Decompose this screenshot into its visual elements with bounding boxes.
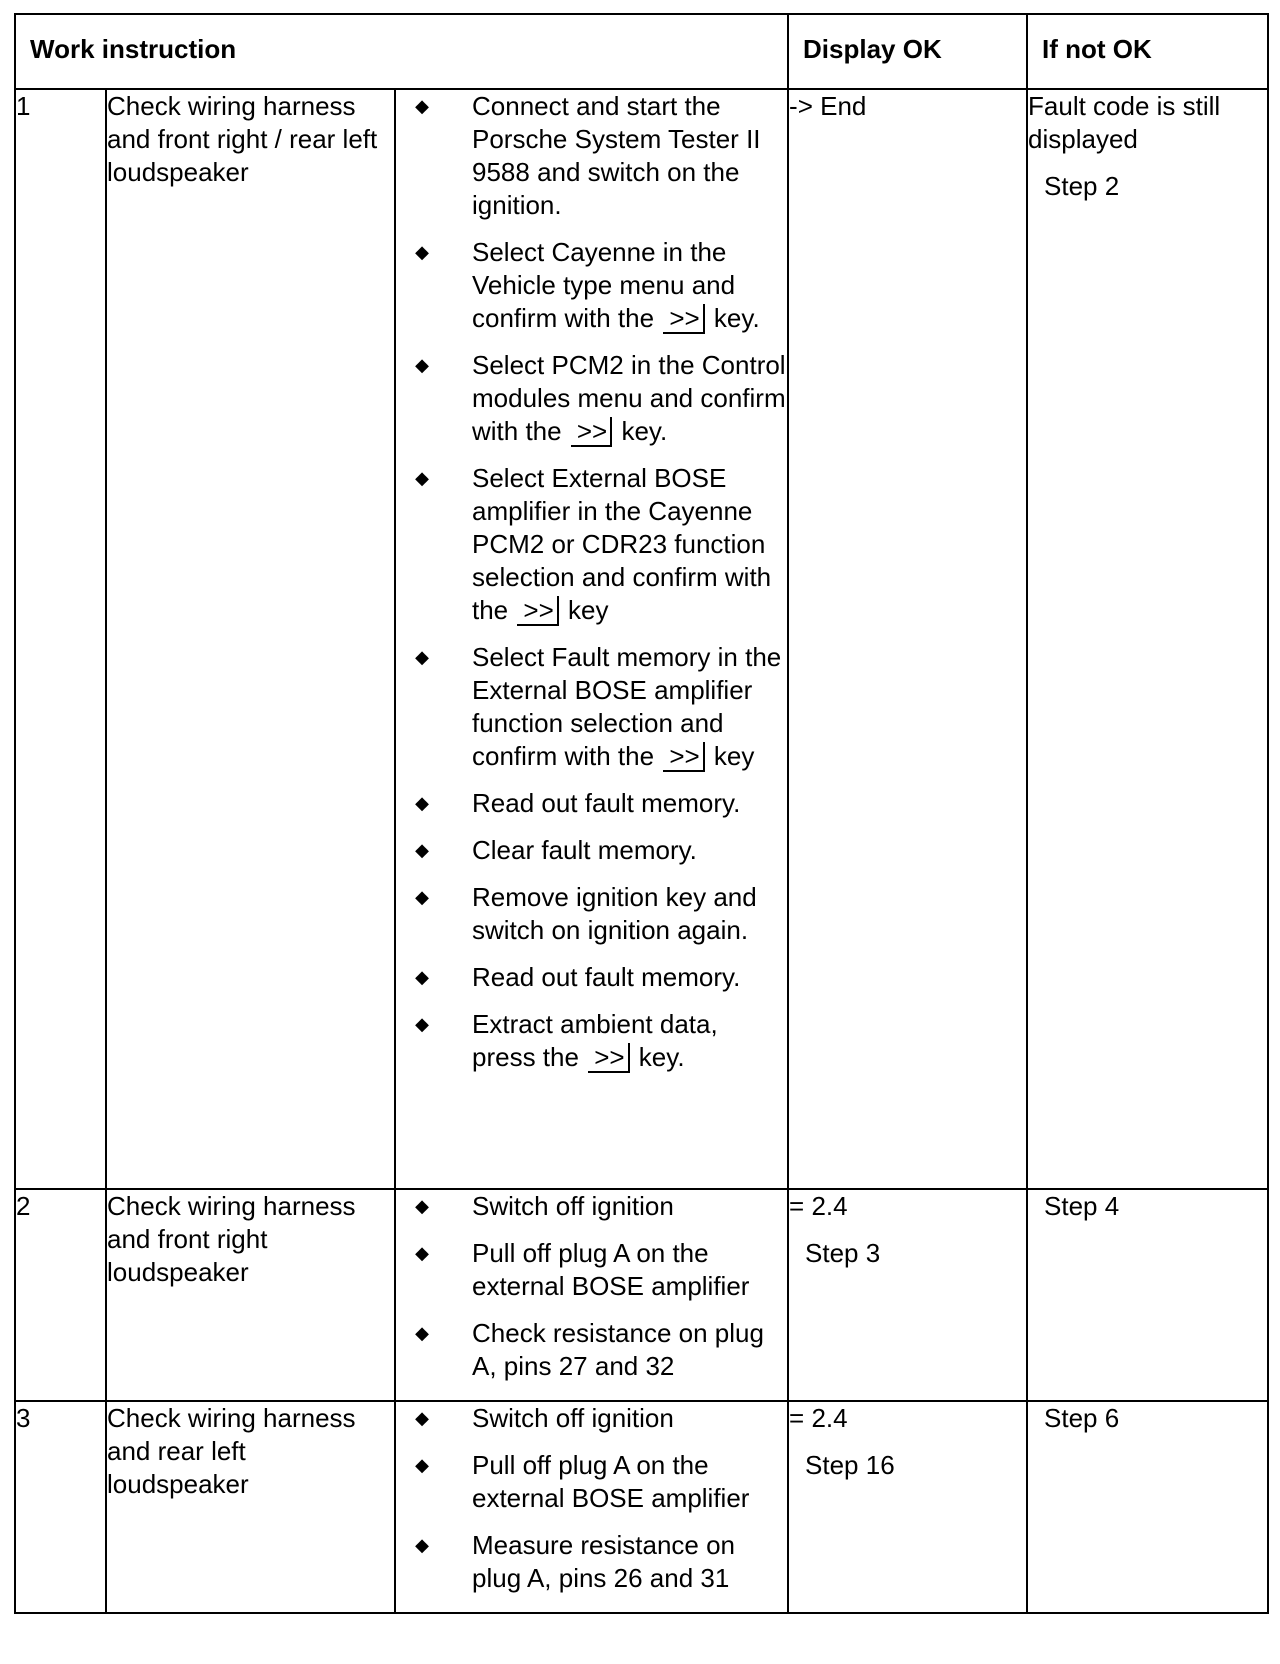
forward-key-icon: >> — [588, 1043, 629, 1073]
action-text: Clear fault memory. — [472, 835, 697, 865]
step-description: Check wiring harness and front right loudspeaker — [106, 1189, 395, 1401]
action-text: Connect and start the Porsche System Tester II 9588 and switch on the ignition. — [472, 91, 761, 220]
bullet-diamond-icon: ◆ — [415, 1323, 429, 1343]
action-item — [396, 1529, 787, 1595]
bullet-diamond-icon: ◆ — [415, 1455, 429, 1475]
action-item — [396, 1190, 787, 1223]
step-description: Check wiring harness and front right / rear left loudspeaker — [106, 89, 395, 1189]
action-text: Switch off ignition — [472, 1191, 674, 1221]
action-item — [396, 90, 787, 222]
display-ok-value: = 2.4 — [789, 1403, 848, 1433]
action-text: Select PCM2 in the Control modules menu and confirm with the — [472, 350, 786, 446]
action-text: Measure resistance on plug A, pins 26 and 31 — [472, 1530, 736, 1593]
step-actions — [395, 1401, 788, 1613]
action-text-after: key — [568, 595, 609, 625]
work-instruction-table — [14, 13, 1269, 1614]
action-text: Pull off plug A on the external BOSE amplifier — [472, 1450, 750, 1513]
action-item — [396, 641, 787, 773]
action-text: Check resistance on plug A, pins 27 and 32 — [472, 1318, 764, 1381]
forward-key-icon: >> — [663, 304, 704, 334]
not-ok-cell — [1027, 89, 1268, 1189]
bullet-diamond-icon: ◆ — [415, 355, 429, 375]
display-ok-cell — [788, 1189, 1027, 1401]
not-ok-step: Step 6 — [1044, 1403, 1120, 1433]
action-item — [396, 1237, 787, 1303]
bullet-diamond-icon: ◆ — [415, 793, 429, 813]
step-number: 3 — [15, 1401, 106, 1613]
action-text: Select Cayenne in the Vehicle type menu and confirm with the — [472, 237, 736, 333]
action-item — [396, 834, 787, 867]
forward-key-icon: >> — [663, 742, 704, 772]
action-text: Switch off ignition — [472, 1403, 674, 1433]
display-ok-step: Step 3 — [805, 1238, 881, 1268]
step-description: Check wiring harness and rear left loudspeaker — [106, 1401, 395, 1613]
action-item — [396, 1449, 787, 1515]
step-actions — [395, 89, 788, 1189]
action-item — [396, 961, 787, 994]
not-ok-cell — [1027, 1401, 1268, 1613]
action-item — [396, 1317, 787, 1383]
bullet-diamond-icon: ◆ — [415, 647, 429, 667]
bullet-diamond-icon: ◆ — [415, 840, 429, 860]
action-text: Select Fault memory in the External BOSE amplifier function selection and confirm with the — [472, 642, 782, 771]
action-item — [396, 787, 787, 820]
not-ok-step: Step 4 — [1044, 1191, 1120, 1221]
table-header-row — [15, 14, 1268, 89]
action-text-after: key. — [621, 416, 668, 446]
bullet-diamond-icon: ◆ — [415, 1014, 429, 1034]
bullet-diamond-icon: ◆ — [415, 967, 429, 987]
action-text: Select External BOSE amplifier in the Cayenne PCM2 or CDR23 function selection and confirm with the — [472, 463, 772, 625]
bullet-diamond-icon: ◆ — [415, 242, 429, 262]
display-ok-value: -> End — [789, 91, 867, 121]
not-ok-step: Step 2 — [1044, 171, 1120, 201]
table-row — [15, 89, 1268, 1189]
step-actions — [395, 1189, 788, 1401]
bullet-diamond-icon: ◆ — [415, 887, 429, 907]
action-text-after: key — [713, 741, 755, 771]
header-if-not-ok: If not OK — [1027, 14, 1268, 89]
forward-key-icon: >> — [517, 596, 558, 626]
display-ok-value: = 2.4 — [789, 1191, 848, 1221]
not-ok-cell — [1027, 1189, 1268, 1401]
action-text-after: key. — [638, 1042, 685, 1072]
action-item — [396, 1008, 787, 1074]
action-item — [396, 349, 787, 448]
action-item — [396, 462, 787, 627]
action-text: Remove ignition key and switch on ignition again. — [472, 882, 757, 945]
action-text: Extract ambient data, press the — [472, 1009, 718, 1072]
action-text-after: key. — [713, 303, 760, 333]
step-number: 1 — [15, 89, 106, 1189]
table-row — [15, 1401, 1268, 1613]
header-work-instruction: Work instruction — [15, 14, 788, 89]
action-item — [396, 881, 787, 947]
bullet-diamond-icon: ◆ — [415, 96, 429, 116]
display-ok-cell — [788, 1401, 1027, 1613]
header-display-ok: Display OK — [788, 14, 1027, 89]
display-ok-cell — [788, 89, 1027, 1189]
table-row — [15, 1189, 1268, 1401]
action-item — [396, 1402, 787, 1435]
bullet-diamond-icon: ◆ — [415, 1243, 429, 1263]
action-text: Read out fault memory. — [472, 962, 741, 992]
bullet-diamond-icon: ◆ — [415, 1535, 429, 1555]
display-ok-step: Step 16 — [805, 1450, 895, 1480]
action-text: Pull off plug A on the external BOSE amplifier — [472, 1238, 750, 1301]
step-number: 2 — [15, 1189, 106, 1401]
bullet-diamond-icon: ◆ — [415, 468, 429, 488]
action-text: Read out fault memory. — [472, 788, 741, 818]
action-item — [396, 236, 787, 335]
not-ok-value: Fault code is still displayed — [1028, 91, 1221, 154]
bullet-diamond-icon: ◆ — [415, 1196, 429, 1216]
forward-key-icon: >> — [571, 417, 612, 447]
bullet-diamond-icon: ◆ — [415, 1408, 429, 1428]
